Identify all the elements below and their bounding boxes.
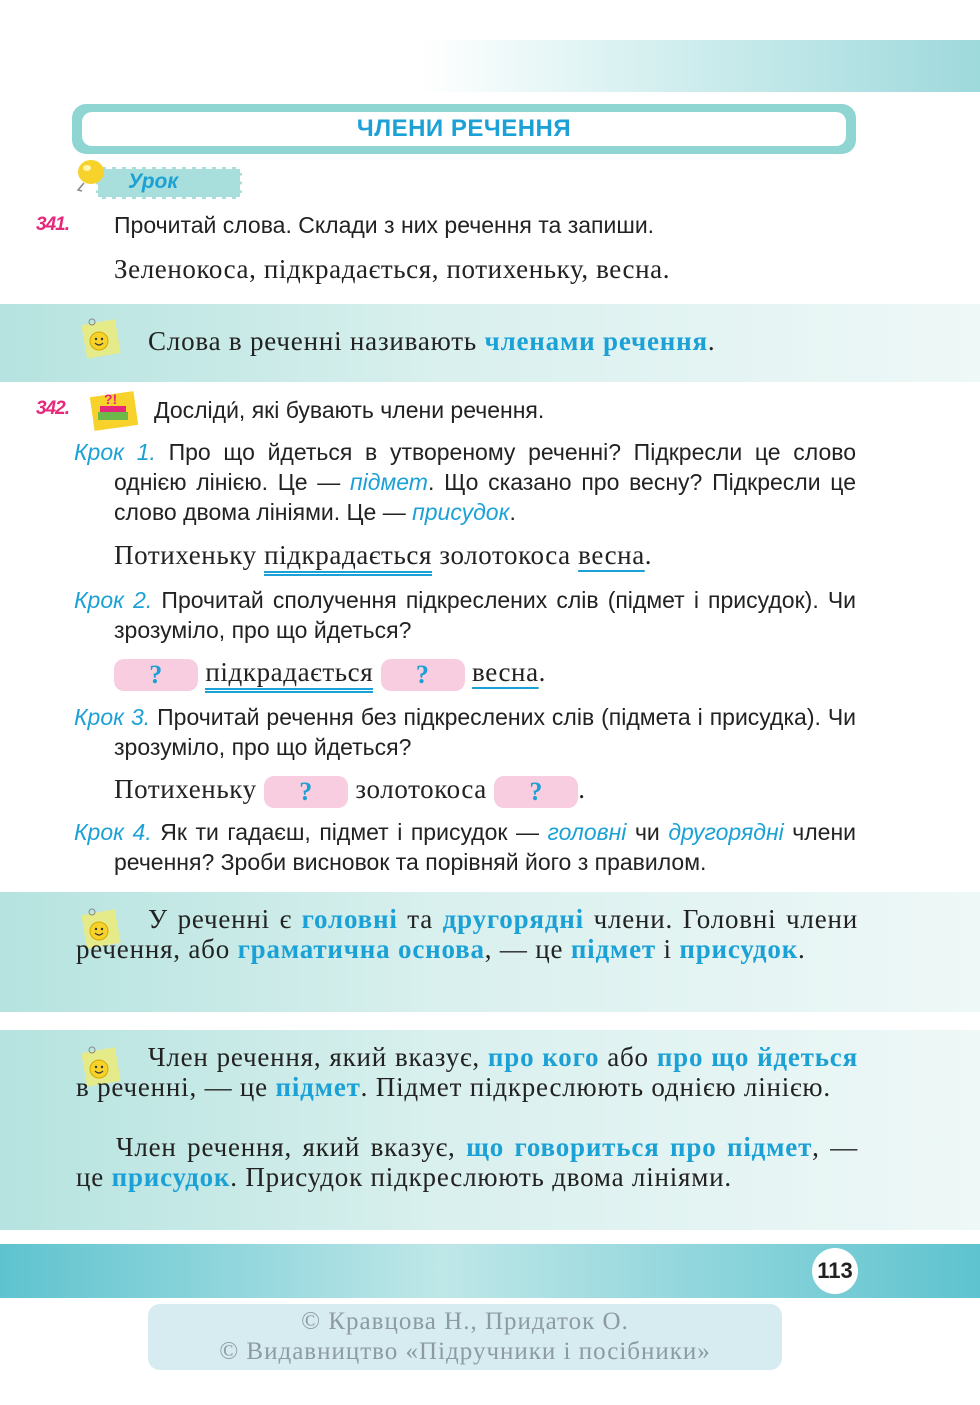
step-4 [74, 817, 856, 877]
rule-term: граматична основа [237, 934, 485, 964]
sentence-end: . [538, 657, 547, 687]
rule-paragraph-2 [76, 1132, 858, 1192]
sentence-1 [114, 540, 652, 571]
step-term: головні [547, 819, 627, 845]
rule-term: членами речення [484, 326, 708, 356]
step-text: члени речення? Зроби висновок та порівняй його з правилом. [114, 819, 857, 875]
step-text: Прочитай речення без підкреслених слів (підмета і присудка). Чи зрозуміло, про що йдеться? [114, 704, 857, 760]
rule-term: присудок [111, 1162, 231, 1192]
rule-text-part: . Присудок підкреслюють двома лініями. [230, 1162, 732, 1192]
sentence-word: золотокоса [431, 540, 579, 570]
rule-term: про що йдеться [656, 1042, 858, 1072]
step-3 [74, 702, 856, 762]
predicate-word: підкрадається [264, 540, 432, 576]
copyright-line: © Кравцова Н., Придаток О. [301, 1308, 629, 1335]
copyright-box [148, 1304, 782, 1370]
step-term: підмет [349, 469, 428, 495]
subject-word: весна [472, 657, 539, 687]
step-text: Як ти гадаєш, підмет і присудок — [151, 819, 548, 845]
step-text: Про що йдеться в утвореному реченні? Підкресли це слово однією лінією. Це — [114, 439, 856, 495]
step-label: Крок 3. [74, 704, 151, 730]
step-text: . [509, 499, 516, 525]
question-pill: ? [381, 659, 465, 691]
rule-text-part: . [707, 326, 716, 356]
rule-term: про кого [487, 1042, 600, 1072]
step-term: другорядні [668, 819, 784, 845]
rule-text-part: в реченні, — це [76, 1072, 276, 1102]
rule-text-part: і [655, 934, 680, 964]
rule-text [76, 904, 858, 964]
exercise-words: Зеленокоса, підкрадається, потихеньку, весна. [114, 254, 671, 284]
question-pill: ? [494, 776, 578, 808]
page-number: 113 [812, 1248, 858, 1294]
sentence-3 [114, 774, 586, 808]
sentence-2 [114, 657, 546, 691]
rule-term: що говориться про підмет [466, 1132, 813, 1162]
rule-term: підмет [275, 1072, 361, 1102]
sentence-word: Потихеньку [114, 540, 265, 570]
exercise-instruction: Досліди́, які бувають члени речення. [154, 397, 545, 423]
question-pill: ? [114, 659, 198, 691]
copyright-line: © Видавництво «Підручники і посібники» [219, 1338, 711, 1365]
page-title: ЧЛЕНИ РЕЧЕННЯ [82, 112, 846, 146]
rule-term: головні [301, 904, 398, 934]
rule-text-part: або [599, 1042, 657, 1072]
rule-text-part: Член речення, який вказує, [148, 1042, 488, 1072]
rule-text-part: , — це [76, 1132, 858, 1192]
rule-term: другорядні [442, 904, 584, 934]
step-1 [74, 437, 856, 527]
research-icon [86, 386, 142, 432]
rule-text-part: Член речення, який вказує, [116, 1132, 467, 1162]
step-label: Крок 2. [74, 587, 153, 613]
step-text: чи [626, 819, 669, 845]
smiley-note-icon [78, 316, 124, 362]
balloon-icon [74, 158, 110, 194]
header-band [420, 40, 980, 92]
sentence-word: золотокоса [355, 774, 487, 804]
rule-text-part: , — це [484, 934, 571, 964]
sentence-end: . [644, 540, 653, 570]
step-label: Крок 4. [74, 819, 152, 845]
rule-paragraph-1 [76, 1042, 858, 1102]
question-pill: ? [264, 776, 348, 808]
sentence-word: Потихеньку [114, 774, 257, 804]
exercise-number: 341. [36, 214, 69, 235]
rule-text [148, 326, 715, 356]
svg-text:?!: ?! [104, 391, 118, 407]
rule-term: підмет [570, 934, 656, 964]
exercise-number: 342. [36, 398, 69, 419]
rule-text-part: У реченні є [148, 904, 302, 934]
sentence-end: . [578, 774, 586, 804]
rule-text-part: члени. Головні члени речення, або [76, 904, 858, 964]
step-label: Крок 1. [74, 439, 156, 465]
exercise-instruction: Прочитай слова. Склади з них речення та запиши. [114, 212, 655, 238]
subject-word: весна [578, 540, 645, 570]
rule-text-part: . [798, 934, 806, 964]
lesson-label: Урок [128, 170, 178, 193]
rule-text-part: Слова в реченні називають [148, 326, 485, 356]
rule-text-part: та [397, 904, 443, 934]
rule-term: присудок [679, 934, 799, 964]
predicate-word: підкрадається [205, 657, 373, 693]
rule-text-part: . Підмет підкреслюють однією лінією. [360, 1072, 831, 1102]
step-text: . Що сказано про весну? Підкресли це слово двома лініями. Це — [114, 469, 856, 525]
step-2 [74, 585, 856, 645]
step-text: Прочитай сполучення підкреслених слів (підмет і присудок). Чи зрозуміло, про що йдеться? [114, 587, 857, 643]
step-term: присудок [412, 499, 510, 525]
